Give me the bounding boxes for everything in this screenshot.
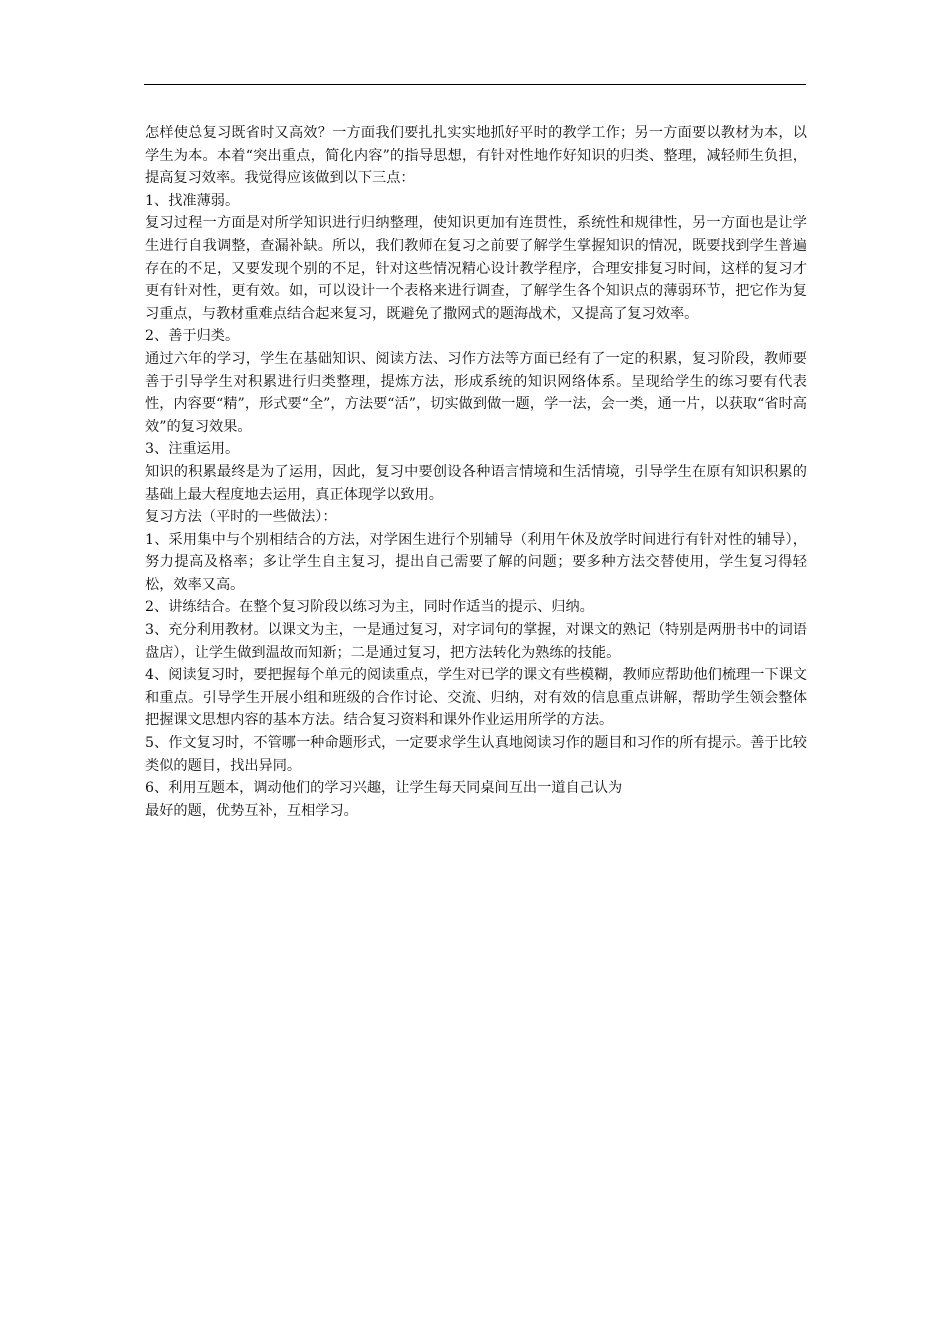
method-6-continuation: 最好的题，优势互补，互相学习。 bbox=[145, 802, 358, 819]
point-2-paragraph: 通过六年的学习，学生在基础知识、阅读方法、习作方法等方面已经有了一定的积累，复习阶段，教师要善于引导学生对积累进行归类整理，提炼方法，形成系统的知识网络体系。呈现给学生的练习要有代表性，内容要“精”，形式要“全”，方法要“活”，切实做到做一题，学一法，会一类，通一片，以获取“省时高效”的复习效果。 bbox=[145, 350, 807, 435]
document-body bbox=[145, 122, 807, 822]
intro-paragraph: 怎样使总复习既省时又高效？一方面我们要扎扎实实地抓好平时的教学工作；另一方面要以教材为本，以学生为本。本着“突出重点，简化内容”的指导思想，有针对性地作好知识的归类、整理，减轻师生负担，提高复习效率。我觉得应该做到以下三点： bbox=[145, 125, 807, 187]
method-1-paragraph: 1、采用集中与个别相结合的方法，对学困生进行个别辅导（利用午休及放学时间进行有针对性的辅导），努力提高及格率；多让学生自主复习，提出自己需要了解的问题；要多种方法交替使用，学生复习得轻松，效率又高。 bbox=[145, 531, 807, 593]
header-rule bbox=[144, 84, 806, 85]
point-3-paragraph: 知识的积累最终是为了运用，因此，复习中要创设各种语言情境和生活情境，引导学生在原有知识积累的基础上最大程度地去运用，真正体现学以致用。 bbox=[145, 463, 807, 503]
point-1-heading: 1、找准薄弱。 bbox=[145, 192, 240, 209]
methods-heading: 复习方法（平时的一些做法）： bbox=[145, 509, 337, 526]
point-2-heading: 2、善于归类。 bbox=[145, 328, 240, 345]
method-5-paragraph: 5、作文复习时，不管哪一种命题形式，一定要求学生认真地阅读习作的题目和习作的所有提示。善于比较类似的题目，找出异同。 bbox=[145, 735, 807, 774]
point-3-heading: 3、注重运用。 bbox=[145, 441, 240, 458]
method-2-paragraph: 2、讲练结合。在整个复习阶段以练习为主，同时作适当的提示、归纳。 bbox=[145, 599, 594, 616]
point-1-paragraph: 复习过程一方面是对所学知识进行归纳整理，使知识更加有连贯性，系统性和规律性，另一方面也是让学生进行自我调整，查漏补缺。所以，我们教师在复习之前要了解学生掌握知识的情况，既要找到学生普遍存在的不足，又要发现个别的不足，针对这些情况精心设计教学程序，合理安排复习时间，这样的复习才更有针对性，更有效。如，可以设计一个表格来进行调查，了解学生各个知识点的薄弱环节，把它作为复习重点，与教材重难点结合起来复习，既避免了撒网式的题海战术，又提高了复习效率。 bbox=[145, 215, 807, 322]
method-4-paragraph: 4、阅读复习时，要把握每个单元的阅读重点，学生对已学的课文有些模糊，教师应帮助他们梳理一下课文和重点。引导学生开展小组和班级的合作讨论、交流、归纳，对有效的信息重点讲解，帮助学生领会整体把握课文思想内容的基本方法。结合复习资料和课外作业运用所学的方法。 bbox=[145, 667, 807, 729]
method-6-paragraph: 6、利用互题本，调动他们的学习兴趣，让学生每天同桌间互出一道自己认为 bbox=[145, 780, 623, 797]
method-3-paragraph: 3、充分利用教材。以课文为主，一是通过复习，对字词句的掌握，对课文的熟记（特别是两册书中的词语盘店），让学生做到温故而知新；二是通过复习，把方法转化为熟练的技能。 bbox=[145, 622, 807, 661]
